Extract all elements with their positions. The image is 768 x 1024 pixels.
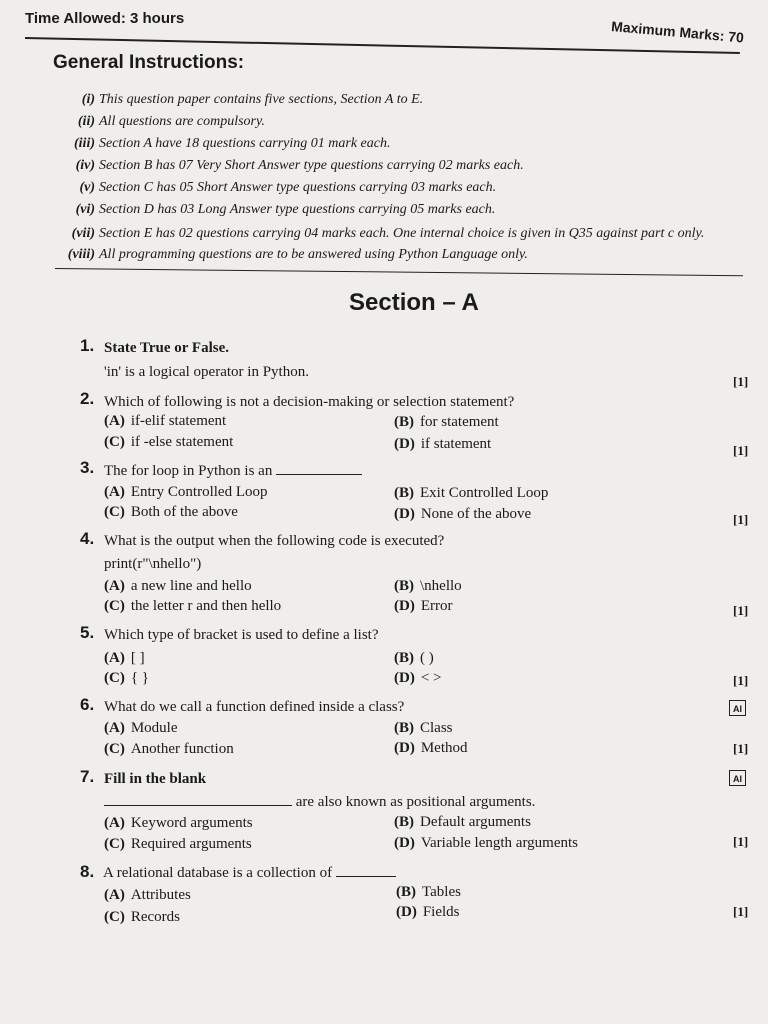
option-d xyxy=(396,904,460,921)
instruction-number: (iii) xyxy=(74,136,95,151)
option-text: the letter r and then hello xyxy=(130,598,282,614)
question-number: 6. xyxy=(80,695,95,714)
option-text: Both of the above xyxy=(130,504,238,520)
option-text: Records xyxy=(130,909,180,925)
instruction-item xyxy=(55,92,423,108)
option-b xyxy=(394,814,531,831)
option-a xyxy=(104,484,267,501)
question-text: Which of following is not a decision-making or selection statement? xyxy=(104,394,515,410)
option-text: None of the above xyxy=(420,506,532,522)
option-text: if -else statement xyxy=(130,434,234,450)
option-text: Class xyxy=(420,720,453,736)
option-d xyxy=(394,436,491,453)
option-text: Default arguments xyxy=(420,814,531,830)
option-d xyxy=(394,506,531,523)
option-a xyxy=(104,887,191,904)
option-text: < > xyxy=(420,670,442,686)
instruction-number: (vi) xyxy=(75,202,95,217)
option-text: { } xyxy=(130,670,149,686)
option-label: (A) xyxy=(104,484,125,500)
option-text: \nhello xyxy=(420,578,462,594)
ai-badge-icon: AI xyxy=(729,700,746,716)
option-b xyxy=(394,720,453,737)
option-text: [ ] xyxy=(130,650,145,666)
option-d xyxy=(394,598,452,615)
maximum-marks: Maximum Marks: 70 xyxy=(610,18,745,46)
instruction-number: (viii) xyxy=(67,247,95,262)
option-text: Another function xyxy=(130,741,234,757)
option-b xyxy=(396,884,461,901)
option-label: (B) xyxy=(394,650,414,666)
option-label: (B) xyxy=(394,814,414,830)
question-text: State True or False. xyxy=(104,340,229,356)
option-label: (C) xyxy=(104,836,125,852)
instruction-number: (i) xyxy=(81,92,95,107)
option-b xyxy=(394,414,499,431)
option-label: (D) xyxy=(394,740,415,756)
question-mark: [1] xyxy=(733,834,749,849)
question-mark: [1] xyxy=(733,603,749,618)
answer-blank xyxy=(276,462,362,475)
instruction-number: (vii) xyxy=(71,226,95,241)
option-label: (C) xyxy=(104,598,125,614)
option-a xyxy=(104,413,226,430)
option-text: ( ) xyxy=(420,650,434,666)
option-label: (A) xyxy=(104,720,125,736)
option-text: Attributes xyxy=(130,887,191,903)
option-text: Error xyxy=(420,598,453,614)
question-text: What do we call a function defined inside a class? xyxy=(104,699,405,715)
question-number: 1. xyxy=(80,336,95,355)
option-b xyxy=(394,485,548,502)
option-label: (C) xyxy=(104,741,125,757)
question-number: 8. xyxy=(80,862,95,881)
option-c xyxy=(104,836,252,853)
question-number: 7. xyxy=(80,767,95,786)
code-snippet: print(r"\nhello") xyxy=(104,556,202,572)
instruction-number: (ii) xyxy=(77,114,95,129)
option-label: (D) xyxy=(396,904,417,920)
instruction-text: This question paper contains five sections, Section A to E. xyxy=(99,92,424,107)
option-label: (D) xyxy=(394,670,415,686)
option-label: (A) xyxy=(104,413,125,429)
section-title: Section – A xyxy=(349,289,479,316)
question-text: Fill in the blank xyxy=(104,771,207,787)
option-a xyxy=(104,720,178,737)
option-label: (C) xyxy=(104,909,125,925)
question-number: 2. xyxy=(80,389,95,408)
option-label: (D) xyxy=(394,835,415,851)
question-text-content: The for loop in Python is an xyxy=(104,463,273,479)
instruction-text: Section C has 05 Short Answer type questions carrying 03 marks each. xyxy=(99,180,497,195)
option-c xyxy=(104,670,149,687)
question-text xyxy=(103,864,396,882)
option-a xyxy=(104,650,145,667)
question-mark: [1] xyxy=(733,741,749,756)
question-mark: [1] xyxy=(733,512,749,527)
question-number: 3. xyxy=(80,458,95,477)
question-text: What is the output when the following code is executed? xyxy=(104,533,445,549)
ai-badge-icon: AI xyxy=(729,770,746,786)
option-text: if statement xyxy=(420,436,492,452)
instruction-item xyxy=(55,226,704,242)
instruction-text: Section D has 03 Long Answer type questions carrying 05 marks each. xyxy=(99,202,496,217)
instruction-item xyxy=(55,247,528,263)
question-mark: [1] xyxy=(733,673,749,688)
option-label: (C) xyxy=(104,434,125,450)
option-label: (A) xyxy=(104,578,125,594)
option-d xyxy=(394,835,578,852)
instructions-divider xyxy=(55,268,743,276)
time-allowed: Time Allowed: 3 hours xyxy=(25,10,185,27)
instruction-item xyxy=(55,158,524,174)
option-text: Method xyxy=(420,740,468,756)
option-label: (A) xyxy=(104,815,125,831)
question-text xyxy=(104,462,362,480)
answer-blank xyxy=(336,864,396,877)
option-c xyxy=(104,909,180,926)
option-text: Tables xyxy=(422,884,461,900)
option-b xyxy=(394,578,462,595)
option-a xyxy=(104,578,252,595)
option-text: Entry Controlled Loop xyxy=(130,484,268,500)
option-label: (B) xyxy=(394,720,414,736)
instruction-item xyxy=(55,136,390,152)
option-label: (C) xyxy=(104,504,125,520)
instruction-item xyxy=(55,180,496,196)
option-d xyxy=(394,670,442,687)
question-number: 4. xyxy=(80,529,95,548)
question-text-content: A relational database is a collection of xyxy=(103,865,333,881)
instruction-text: Section B has 07 Very Short Answer type questions carrying 02 marks each. xyxy=(99,158,524,173)
question-mark: [1] xyxy=(733,374,749,389)
question-mark: [1] xyxy=(733,443,749,458)
option-text: Fields xyxy=(422,904,460,920)
instruction-text: Section A have 18 questions carrying 01 mark each. xyxy=(99,136,391,151)
option-text: Exit Controlled Loop xyxy=(420,485,549,501)
question-text: Which type of bracket is used to define a list? xyxy=(104,627,379,643)
instruction-text: Section E has 02 questions carrying 04 marks each. One internal choice is given in Q35 against part c only. xyxy=(99,226,705,241)
option-label: (D) xyxy=(394,598,415,614)
option-c xyxy=(104,741,234,758)
instruction-text: All programming questions are to be answered using Python Language only. xyxy=(99,247,528,262)
general-instructions-title: General Instructions: xyxy=(53,52,245,73)
question-number: 5. xyxy=(80,623,95,642)
fill-blank-statement xyxy=(104,793,535,811)
instruction-number: (iv) xyxy=(75,158,95,173)
fill-blank-text: are also known as positional arguments. xyxy=(295,794,536,810)
option-text: Keyword arguments xyxy=(130,815,253,831)
option-a xyxy=(104,815,253,832)
option-text: for statement xyxy=(420,414,499,430)
option-label: (A) xyxy=(104,887,125,903)
instruction-number: (v) xyxy=(79,180,95,195)
option-c xyxy=(104,434,233,451)
option-label: (B) xyxy=(394,414,414,430)
option-b xyxy=(394,650,434,667)
option-text: Required arguments xyxy=(130,836,252,852)
option-label: (A) xyxy=(104,650,125,666)
option-text: a new line and hello xyxy=(130,578,252,594)
question-statement: 'in' is a logical operator in Python. xyxy=(104,364,309,380)
option-label: (B) xyxy=(396,884,416,900)
option-label: (B) xyxy=(394,578,414,594)
instruction-item xyxy=(55,202,495,218)
option-label: (D) xyxy=(394,436,415,452)
option-d xyxy=(394,740,468,757)
option-text: Module xyxy=(130,720,178,736)
option-text: Variable length arguments xyxy=(420,835,579,851)
question-mark: [1] xyxy=(733,904,749,919)
answer-blank xyxy=(104,793,292,806)
option-c xyxy=(104,598,281,615)
option-text: if-elif statement xyxy=(130,413,227,429)
option-c xyxy=(104,504,238,521)
option-label: (B) xyxy=(394,485,414,501)
instruction-text: All questions are compulsory. xyxy=(99,114,265,129)
instruction-item xyxy=(55,114,265,130)
option-label: (D) xyxy=(394,506,415,522)
option-label: (C) xyxy=(104,670,125,686)
